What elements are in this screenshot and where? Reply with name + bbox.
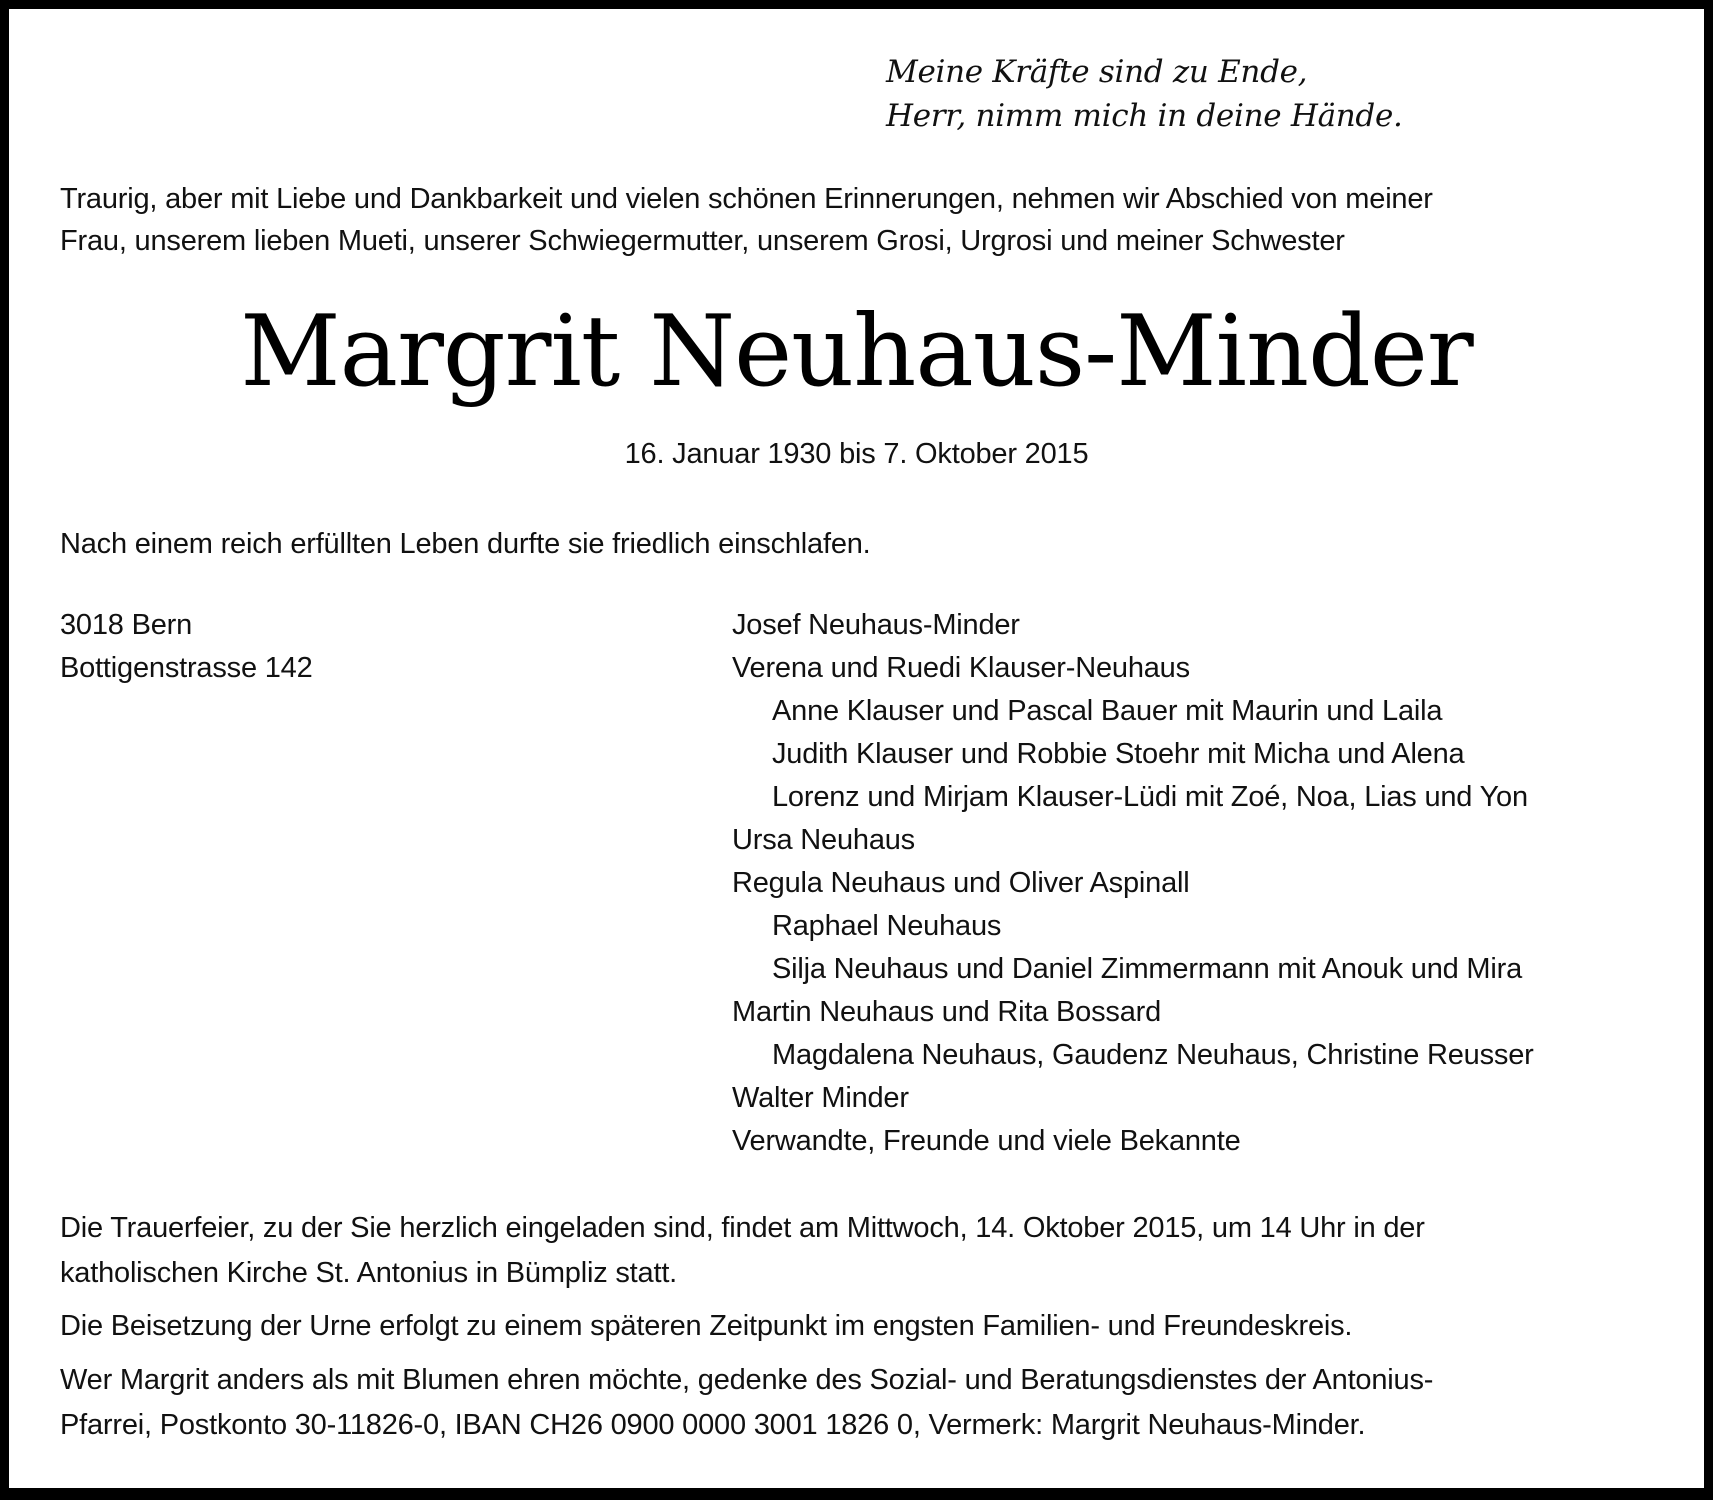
motto-verse: [886, 50, 1403, 138]
ceremony-line-2: katholischen Kirche St. Antonius in Bümpliz statt.: [60, 1257, 678, 1289]
address-block: [60, 604, 313, 690]
family-member: Silja Neuhaus und Daniel Zimmermann mit Anouk und Mira: [772, 953, 1522, 985]
intro-paragraph: [60, 178, 1433, 262]
life-dates: 16. Januar 1930 bis 7. Oktober 2015: [624, 438, 1089, 470]
donation-line-1: Wer Margrit anders als mit Blumen ehren möchte, gedenke des Sozial- und Beratungsdienstes der Antonius-: [60, 1364, 1434, 1396]
address-city: 3018 Bern: [60, 609, 193, 641]
address-street: Bottigenstrasse 142: [60, 652, 313, 684]
intro-line-1: Traurig, aber mit Liebe und Dankbarkeit und vielen schönen Erinnerungen, nehmen wir Abschied von meiner: [60, 183, 1433, 215]
deceased-name: Margrit Neuhaus-Minder: [240, 295, 1473, 409]
family-member: Verwandte, Freunde und viele Bekannte: [732, 1125, 1241, 1157]
family-member: Ursa Neuhaus: [732, 824, 915, 856]
family-member: Walter Minder: [732, 1082, 909, 1114]
motto-line-1: Meine Kräfte sind zu Ende,: [886, 54, 1308, 90]
family-member: Judith Klauser und Robbie Stoehr mit Micha und Alena: [772, 738, 1465, 770]
motto-line-2: Herr, nimm mich in deine Hände.: [886, 98, 1403, 134]
donation-paragraph: [60, 1358, 1433, 1448]
family-member: Anne Klauser und Pascal Bauer mit Maurin und Laila: [772, 695, 1443, 727]
ceremony-line-1: Die Trauerfeier, zu der Sie herzlich eingeladen sind, findet am Mittwoch, 14. Oktober 2015, um 14 Uhr in der: [60, 1212, 1425, 1244]
donation-line-2: Pfarrei, Postkonto 30-11826-0, IBAN CH26 0900 0000 3001 1826 0, Vermerk: Margrit Neuhaus-Minder.: [60, 1409, 1366, 1441]
family-list: [732, 604, 1534, 1163]
family-member: Josef Neuhaus-Minder: [732, 609, 1020, 641]
family-member: Martin Neuhaus und Rita Bossard: [732, 996, 1162, 1028]
sleep-statement: Nach einem reich erfüllten Leben durfte sie friedlich einschlafen.: [60, 528, 871, 560]
burial-paragraph: Die Beisetzung der Urne erfolgt zu einem späteren Zeitpunkt im engsten Familien- und Freundeskreis.: [60, 1310, 1353, 1342]
family-member: Raphael Neuhaus: [772, 910, 1002, 942]
intro-line-2: Frau, unserem lieben Mueti, unserer Schwiegermutter, unserem Grosi, Urgrosi und meiner Schwester: [60, 225, 1345, 257]
family-member: Magdalena Neuhaus, Gaudenz Neuhaus, Christine Reusser: [772, 1039, 1534, 1071]
family-member: Verena und Ruedi Klauser-Neuhaus: [732, 652, 1190, 684]
ceremony-paragraph: [60, 1206, 1425, 1296]
family-member: Regula Neuhaus und Oliver Aspinall: [732, 867, 1190, 899]
family-member: Lorenz und Mirjam Klauser-Lüdi mit Zoé, Noa, Lias und Yon: [772, 781, 1528, 813]
